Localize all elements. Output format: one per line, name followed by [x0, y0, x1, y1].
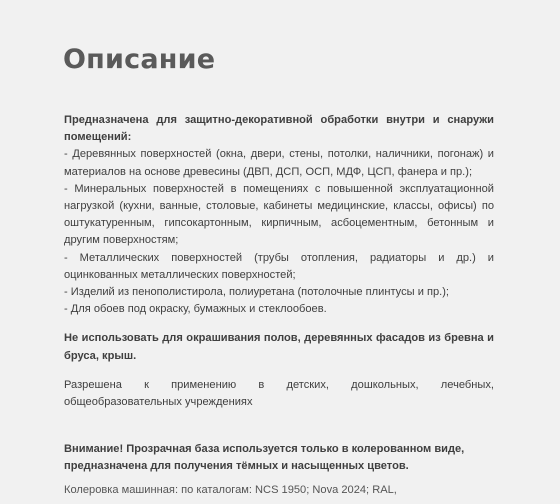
description-body [64, 112, 494, 499]
attention-note [64, 441, 494, 475]
list-item: - Изделий из пенополистирола, полиуретана (потолочные плинтусы и пр.); [64, 286, 450, 299]
intro-text: Предназначена для защитно-декоративной обработки внутри и снаружи помещений: [64, 114, 494, 144]
list-item: - Минеральных поверхностей в помещениях с повышенной эксплуатационной нагрузкой (кухни, ванные, столовые, кабинеты медицинские, классы, офисы) по оштукатуренным, гипсокартонным, кирпичным, асбоцементным, бетонным и другим поверхностям; [64, 182, 494, 247]
section-title: Описание [63, 44, 216, 75]
attention-label: Внимание! [64, 443, 124, 456]
usage-restriction: Не использовать для окрашивания полов, деревянных фасадов из бревна и бруса, крыш. [64, 332, 494, 362]
list-item: - Деревянных поверхностей (окна, двери, стены, потолки, наличники, погонаж) и материалов на основе древесины (ДВП, ДСП, ОСП, МДФ, ЦСП, фанера и пр.); [64, 148, 494, 178]
list-item: - Для обоев под окраску, бумажных и стеклообоев. [64, 303, 327, 316]
list-item: - Металлических поверхностей (трубы отопления, радиаторы и др.) и оцинкованных металлических поверхностей; [64, 251, 494, 281]
attention-text: Прозрачная база используется только в колерованном виде, предназначена для получения тёмных и насыщенных цветов. [64, 443, 465, 473]
tinting-info: Колеровка машинная: по каталогам: NCS 1950; Nova 2024; RAL, [64, 483, 397, 496]
usage-permission: Разрешена к применению в детских, дошкольных, лечебных, общеобразовательных учреждениях [64, 378, 494, 409]
